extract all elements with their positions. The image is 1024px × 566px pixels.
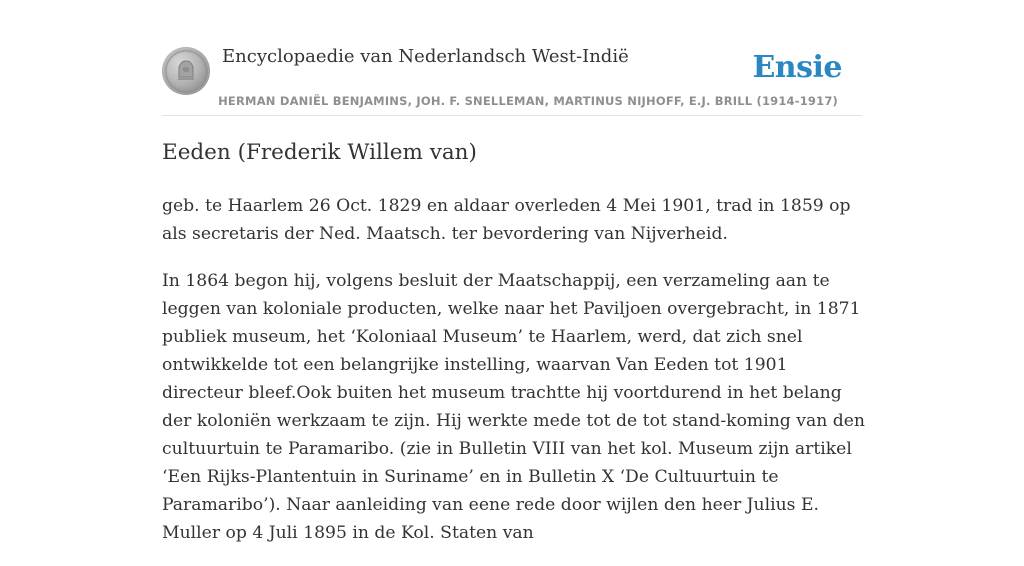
coin-seal-icon[interactable] xyxy=(162,47,210,95)
article-page xyxy=(162,0,865,543)
entry-paragraph: geb. te Haarlem 26 Oct. 1829 en aldaar overleden 4 Mei 1901, trad in 1859 op als secretaris der Ned. Maatsch. ter bevordering van Nijverheid. xyxy=(162,196,851,244)
source-header xyxy=(162,0,862,116)
entry-title: Eeden (Frederik Willem van) xyxy=(162,140,477,165)
coin-emblem xyxy=(162,47,210,95)
source-title[interactable]: Encyclopaedie van Nederlandsch West-Indië xyxy=(222,46,629,67)
brand-logo[interactable]: Ensie xyxy=(752,50,842,85)
source-byline: HERMAN DANIËL BENJAMINS, JOH. F. SNELLEMAN, MARTINUS NIJHOFF, E.J. BRILL (1914-1917) xyxy=(218,94,838,108)
entry-paragraph: In 1864 begon hij, volgens besluit der Maatschappij, een verzameling aan te leggen van koloniale producten, welke naar het Paviljoen overgebracht, in 1871 publiek museum, het ‘Koloniaal Museum’ te Haarlem, werd, dat zich snel ontwikkelde tot een belangrijke instelling, waarvan Van Eeden tot 1901 directeur bleef.Ook buiten het museum trachtte hij voortdurend in het belang der koloniën werkzaam te zijn. Hij werkte mede tot de tot stand-koming van den cultuurtuin te Paramaribo. (zie in Bulletin VIII van het kol. Museum zijn artikel ‘Een Rijks-Plantentuin in Suriname’ en in Bulletin X ‘De Cultuurtuin te Paramaribo’). Naar aanleiding van eene rede door wijlen den heer Julius E. Muller op 4 Juli 1895 in de Kol. Staten van xyxy=(162,271,865,543)
entry-body xyxy=(162,192,867,566)
